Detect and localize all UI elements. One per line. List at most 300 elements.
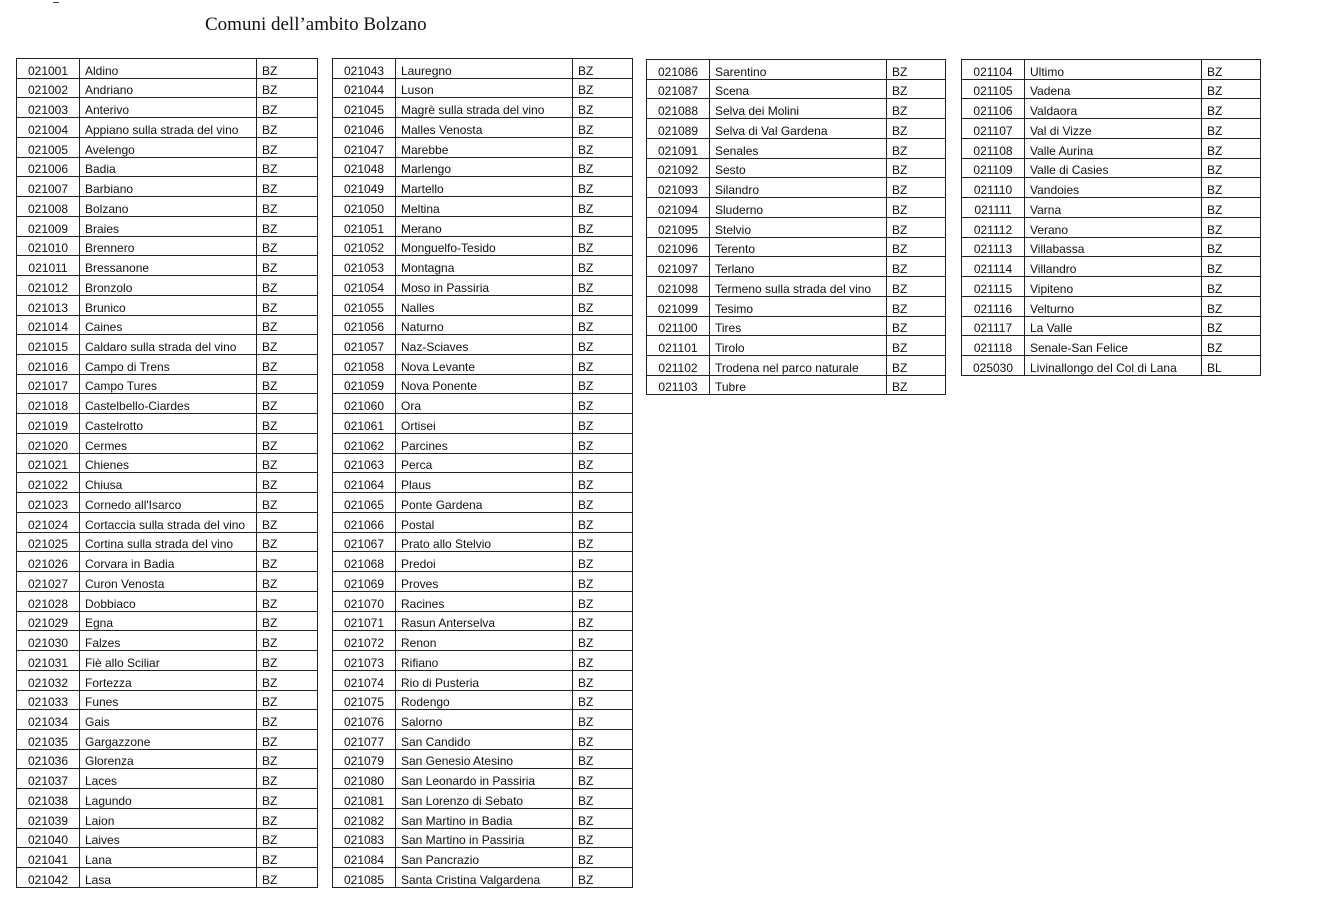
table-row — [333, 473, 633, 493]
comune-name: Marlengo — [396, 157, 573, 177]
table-row — [333, 433, 633, 453]
provincia: BZ — [573, 769, 633, 789]
provincia: BZ — [257, 769, 318, 789]
table-row — [333, 157, 633, 177]
provincia: BZ — [573, 808, 633, 828]
table-row — [17, 118, 318, 138]
table-row — [17, 177, 318, 197]
table-row — [962, 119, 1261, 139]
comune-name: Rasun Anterselva — [396, 611, 573, 631]
provincia: BZ — [257, 868, 318, 888]
comune-name: Cortina sulla strada del vino — [80, 532, 257, 552]
istat-code: 021082 — [333, 808, 396, 828]
provincia: BZ — [257, 355, 318, 375]
comune-name: La Valle — [1025, 316, 1202, 336]
comune-name: Lasa — [80, 868, 257, 888]
table-row — [647, 277, 946, 297]
istat-code: 021095 — [647, 217, 710, 237]
table-row — [333, 552, 633, 572]
comune-name: Cermes — [80, 433, 257, 453]
provincia: BZ — [887, 99, 946, 119]
table-row — [333, 236, 633, 256]
provincia: BZ — [257, 157, 318, 177]
comune-name: Ultimo — [1025, 60, 1202, 80]
comune-name: Rio di Pusteria — [396, 670, 573, 690]
istat-code: 021059 — [333, 374, 396, 394]
comune-name: Caines — [80, 315, 257, 335]
table-row — [333, 137, 633, 157]
istat-code: 021107 — [962, 119, 1025, 139]
istat-code: 021114 — [962, 257, 1025, 277]
comune-name: Rodengo — [396, 690, 573, 710]
istat-code: 021019 — [17, 414, 80, 434]
istat-code: 021017 — [17, 374, 80, 394]
istat-code: 021064 — [333, 473, 396, 493]
provincia: BZ — [1202, 158, 1261, 178]
comune-name: Corvara in Badia — [80, 552, 257, 572]
istat-code: 021016 — [17, 355, 80, 375]
table-row — [17, 493, 318, 513]
comune-name: Tires — [710, 316, 887, 336]
istat-code: 021049 — [333, 177, 396, 197]
provincia: BZ — [1202, 178, 1261, 198]
comuni-table-3 — [646, 59, 946, 395]
provincia: BZ — [257, 651, 318, 671]
istat-code: 021116 — [962, 296, 1025, 316]
istat-code: 021050 — [333, 197, 396, 217]
table-row — [333, 414, 633, 434]
provincia: BZ — [1202, 198, 1261, 218]
comune-name: Braies — [80, 216, 257, 236]
istat-code: 021057 — [333, 335, 396, 355]
comune-name: Bressanone — [80, 256, 257, 276]
provincia: BZ — [573, 512, 633, 532]
provincia: BZ — [1202, 99, 1261, 119]
istat-code: 021033 — [17, 690, 80, 710]
istat-code: 021072 — [333, 631, 396, 651]
provincia: BZ — [573, 729, 633, 749]
comune-name: Terlano — [710, 257, 887, 277]
comune-name: Tesimo — [710, 296, 887, 316]
table-row — [333, 868, 633, 888]
istat-code: 021068 — [333, 552, 396, 572]
table-row — [333, 335, 633, 355]
comune-name: Bolzano — [80, 197, 257, 217]
provincia: BZ — [573, 749, 633, 769]
table-row — [333, 98, 633, 118]
comune-name: Lauregno — [396, 59, 573, 79]
table-row — [962, 158, 1261, 178]
provincia: BZ — [573, 710, 633, 730]
table-row — [17, 651, 318, 671]
provincia: BZ — [573, 236, 633, 256]
istat-code: 021066 — [333, 512, 396, 532]
provincia: BZ — [887, 316, 946, 336]
provincia: BZ — [257, 690, 318, 710]
istat-code: 021045 — [333, 98, 396, 118]
provincia: BZ — [887, 296, 946, 316]
provincia: BZ — [1202, 296, 1261, 316]
comune-name: Moso in Passiria — [396, 276, 573, 296]
table-row — [17, 355, 318, 375]
provincia: BZ — [257, 137, 318, 157]
istat-code: 021015 — [17, 335, 80, 355]
istat-code: 021008 — [17, 197, 80, 217]
comune-name: Gais — [80, 710, 257, 730]
istat-code: 021085 — [333, 868, 396, 888]
istat-code: 021084 — [333, 848, 396, 868]
table-row — [962, 178, 1261, 198]
istat-code: 021028 — [17, 591, 80, 611]
comune-name: Meltina — [396, 197, 573, 217]
provincia: BZ — [257, 710, 318, 730]
istat-code: 021044 — [333, 78, 396, 98]
comune-name: Salorno — [396, 710, 573, 730]
provincia: BZ — [257, 276, 318, 296]
comune-name: Trodena nel parco naturale — [710, 356, 887, 376]
comune-name: Prato allo Stelvio — [396, 532, 573, 552]
table-row — [17, 335, 318, 355]
provincia: BZ — [573, 118, 633, 138]
provincia: BZ — [257, 453, 318, 473]
provincia: BZ — [257, 315, 318, 335]
table-row — [17, 572, 318, 592]
table-row — [17, 137, 318, 157]
comune-name: Malles Venosta — [396, 118, 573, 138]
comune-name: Marebbe — [396, 137, 573, 157]
table-row — [962, 60, 1261, 80]
istat-code: 021063 — [333, 453, 396, 473]
provincia: BZ — [573, 690, 633, 710]
table-row — [17, 532, 318, 552]
provincia: BZ — [573, 611, 633, 631]
table-row — [647, 158, 946, 178]
comune-name: Badia — [80, 157, 257, 177]
table-row — [962, 79, 1261, 99]
istat-code: 021086 — [647, 60, 710, 80]
comune-name: Caldaro sulla strada del vino — [80, 335, 257, 355]
provincia: BZ — [887, 60, 946, 80]
comune-name: Sesto — [710, 158, 887, 178]
table-row — [17, 78, 318, 98]
table-row — [17, 414, 318, 434]
istat-code: 021029 — [17, 611, 80, 631]
istat-code: 021021 — [17, 453, 80, 473]
provincia: BZ — [257, 848, 318, 868]
table-row — [962, 217, 1261, 237]
istat-code: 021099 — [647, 296, 710, 316]
istat-code: 021065 — [333, 493, 396, 513]
provincia: BZ — [573, 394, 633, 414]
table-row — [17, 315, 318, 335]
table-row — [647, 217, 946, 237]
comune-name: San Lorenzo di Sebato — [396, 789, 573, 809]
comune-name: Vandoies — [1025, 178, 1202, 198]
provincia: BZ — [887, 336, 946, 356]
provincia: BZ — [573, 355, 633, 375]
provincia: BZ — [573, 631, 633, 651]
istat-code: 021053 — [333, 256, 396, 276]
istat-code: 021034 — [17, 710, 80, 730]
provincia: BZ — [257, 749, 318, 769]
comune-name: Silandro — [710, 178, 887, 198]
provincia: BZ — [257, 414, 318, 434]
comune-name: Rifiano — [396, 651, 573, 671]
istat-code: 021058 — [333, 355, 396, 375]
table-row — [17, 433, 318, 453]
comune-name: Castelbello-Ciardes — [80, 394, 257, 414]
table-row — [647, 375, 946, 395]
table-row — [647, 356, 946, 376]
comune-name: Perca — [396, 453, 573, 473]
provincia: BZ — [257, 532, 318, 552]
provincia: BZ — [1202, 60, 1261, 80]
istat-code: 021037 — [17, 769, 80, 789]
comune-name: Tubre — [710, 375, 887, 395]
istat-code: 021048 — [333, 157, 396, 177]
table-row — [17, 631, 318, 651]
istat-code: 021083 — [333, 828, 396, 848]
provincia: BZ — [257, 670, 318, 690]
comune-name: San Martino in Passiria — [396, 828, 573, 848]
comune-name: Nova Levante — [396, 355, 573, 375]
istat-code: 021080 — [333, 769, 396, 789]
istat-code: 021054 — [333, 276, 396, 296]
provincia: BZ — [573, 453, 633, 473]
comune-name: Fortezza — [80, 670, 257, 690]
comune-name: Livinallongo del Col di Lana — [1025, 356, 1202, 376]
comune-name: Val di Vizze — [1025, 119, 1202, 139]
provincia: BZ — [887, 79, 946, 99]
provincia: BZ — [257, 729, 318, 749]
provincia: BZ — [573, 335, 633, 355]
comune-name: Predoi — [396, 552, 573, 572]
comune-name: Appiano sulla strada del vino — [80, 118, 257, 138]
istat-code: 021101 — [647, 336, 710, 356]
provincia: BZ — [887, 119, 946, 139]
istat-code: 021097 — [647, 257, 710, 277]
table-row — [17, 789, 318, 809]
comune-name: Nalles — [396, 295, 573, 315]
istat-code: 021102 — [647, 356, 710, 376]
istat-code: 021104 — [962, 60, 1025, 80]
table-row — [333, 808, 633, 828]
table-row — [333, 197, 633, 217]
comune-name: Stelvio — [710, 217, 887, 237]
comune-name: Laces — [80, 769, 257, 789]
provincia: BZ — [257, 374, 318, 394]
table-row — [17, 808, 318, 828]
comune-name: Sarentino — [710, 60, 887, 80]
istat-code: 021009 — [17, 216, 80, 236]
table-row — [17, 848, 318, 868]
comune-name: Gargazzone — [80, 729, 257, 749]
provincia: BZ — [573, 828, 633, 848]
table-row — [647, 178, 946, 198]
comune-name: Lana — [80, 848, 257, 868]
comune-name: Proves — [396, 572, 573, 592]
comune-name: Falzes — [80, 631, 257, 651]
istat-code: 021073 — [333, 651, 396, 671]
istat-code: 021062 — [333, 433, 396, 453]
comune-name: Velturno — [1025, 296, 1202, 316]
provincia: BZ — [573, 59, 633, 79]
table-row — [333, 611, 633, 631]
comune-name: Magrè sulla strada del vino — [396, 98, 573, 118]
comune-name: Valle Aurina — [1025, 138, 1202, 158]
table-row — [647, 296, 946, 316]
provincia: BZ — [257, 59, 318, 79]
provincia: BZ — [573, 315, 633, 335]
provincia: BZ — [887, 257, 946, 277]
table-row — [17, 157, 318, 177]
table-row — [647, 79, 946, 99]
table-row — [17, 552, 318, 572]
istat-code: 021111 — [962, 198, 1025, 218]
istat-code: 021002 — [17, 78, 80, 98]
table-row — [17, 197, 318, 217]
comuni-table-4 — [961, 59, 1261, 376]
istat-code: 021081 — [333, 789, 396, 809]
provincia: BZ — [573, 177, 633, 197]
comune-name: Renon — [396, 631, 573, 651]
istat-code: 021047 — [333, 137, 396, 157]
provincia: BZ — [573, 651, 633, 671]
comune-name: Postal — [396, 512, 573, 532]
comune-name: Brunico — [80, 295, 257, 315]
table-row — [17, 611, 318, 631]
istat-code: 021091 — [647, 138, 710, 158]
istat-code: 021014 — [17, 315, 80, 335]
istat-code: 021094 — [647, 198, 710, 218]
table-row — [17, 473, 318, 493]
table-row — [333, 631, 633, 651]
istat-code: 021022 — [17, 473, 80, 493]
provincia: BZ — [887, 178, 946, 198]
comune-name: Terento — [710, 237, 887, 257]
istat-code: 021004 — [17, 118, 80, 138]
comune-name: Funes — [80, 690, 257, 710]
istat-code: 021024 — [17, 512, 80, 532]
comune-name: San Leonardo in Passiria — [396, 769, 573, 789]
provincia: BZ — [257, 828, 318, 848]
istat-code: 021069 — [333, 572, 396, 592]
provincia: BZ — [257, 335, 318, 355]
istat-code: 021096 — [647, 237, 710, 257]
comune-name: Verano — [1025, 217, 1202, 237]
table-row — [17, 453, 318, 473]
comune-name: Ponte Gardena — [396, 493, 573, 513]
table-row — [962, 138, 1261, 158]
istat-code: 021117 — [962, 316, 1025, 336]
comune-name: Lagundo — [80, 789, 257, 809]
table-row — [647, 138, 946, 158]
provincia: BZ — [573, 868, 633, 888]
istat-code: 021089 — [647, 119, 710, 139]
table-row — [962, 99, 1261, 119]
comune-name: Senales — [710, 138, 887, 158]
istat-code: 025030 — [962, 356, 1025, 376]
comune-name: Termeno sulla strada del vino — [710, 277, 887, 297]
comuni-table-1 — [16, 58, 318, 888]
comune-name: Plaus — [396, 473, 573, 493]
comune-name: Barbiano — [80, 177, 257, 197]
comune-name: Chiusa — [80, 473, 257, 493]
table-row — [647, 60, 946, 80]
comune-name: Senale-San Felice — [1025, 336, 1202, 356]
table-row — [962, 296, 1261, 316]
comune-name: Selva dei Molini — [710, 99, 887, 119]
istat-code: 021055 — [333, 295, 396, 315]
provincia: BZ — [887, 217, 946, 237]
provincia: BL — [1202, 356, 1261, 376]
table-row — [17, 295, 318, 315]
provincia: BZ — [573, 78, 633, 98]
table-row — [17, 749, 318, 769]
provincia: BZ — [887, 375, 946, 395]
provincia: BZ — [257, 78, 318, 98]
istat-code: 021056 — [333, 315, 396, 335]
table-row — [647, 237, 946, 257]
istat-code: 021038 — [17, 789, 80, 809]
comune-name: Merano — [396, 216, 573, 236]
istat-code: 021010 — [17, 236, 80, 256]
istat-code: 021018 — [17, 394, 80, 414]
istat-code: 021011 — [17, 256, 80, 276]
comune-name: Fiè allo Sciliar — [80, 651, 257, 671]
provincia: BZ — [573, 552, 633, 572]
comune-name: Ora — [396, 394, 573, 414]
provincia: BZ — [573, 295, 633, 315]
comune-name: Villabassa — [1025, 237, 1202, 257]
table-row — [962, 277, 1261, 297]
comune-name: Brennero — [80, 236, 257, 256]
table-row — [17, 276, 318, 296]
provincia: BZ — [257, 177, 318, 197]
istat-code: 021109 — [962, 158, 1025, 178]
table-row — [333, 690, 633, 710]
comune-name: San Martino in Badia — [396, 808, 573, 828]
comune-name: Dobbiaco — [80, 591, 257, 611]
comune-name: Campo Tures — [80, 374, 257, 394]
provincia: BZ — [257, 216, 318, 236]
istat-code: 021027 — [17, 572, 80, 592]
comune-name: Campo di Trens — [80, 355, 257, 375]
provincia: BZ — [573, 276, 633, 296]
provincia: BZ — [887, 277, 946, 297]
istat-code: 021110 — [962, 178, 1025, 198]
table-row — [333, 591, 633, 611]
istat-code: 021051 — [333, 216, 396, 236]
provincia: BZ — [257, 611, 318, 631]
provincia: BZ — [257, 295, 318, 315]
istat-code: 021087 — [647, 79, 710, 99]
comune-name: Bronzolo — [80, 276, 257, 296]
table-row — [962, 257, 1261, 277]
istat-code: 021076 — [333, 710, 396, 730]
table-row — [17, 670, 318, 690]
provincia: BZ — [257, 591, 318, 611]
istat-code: 021036 — [17, 749, 80, 769]
istat-code: 021075 — [333, 690, 396, 710]
provincia: BZ — [573, 157, 633, 177]
table-row — [647, 316, 946, 336]
table-row — [17, 729, 318, 749]
istat-code: 021025 — [17, 532, 80, 552]
comune-name: Cornedo all'Isarco — [80, 493, 257, 513]
comune-name: Valdaora — [1025, 99, 1202, 119]
comune-name: Sluderno — [710, 198, 887, 218]
